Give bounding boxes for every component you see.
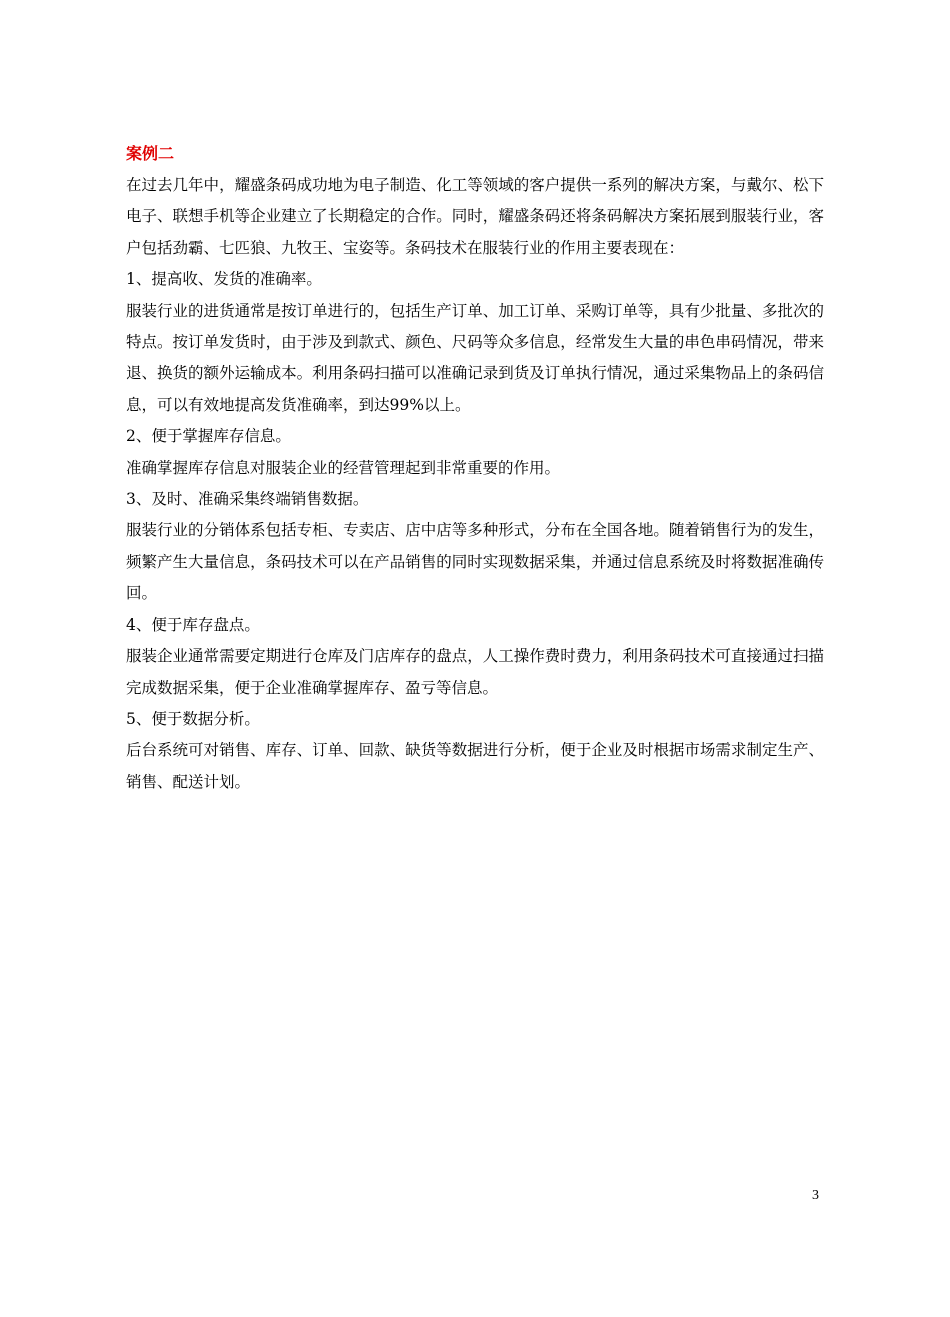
section-heading: 案例二 xyxy=(126,144,175,163)
intro-paragraph: 在过去几年中，耀盛条码成功地为电子制造、化工等领域的客户提供一系列的解决方案，与戴尔、松下电子、联想手机等企业建立了长期稳定的合作。同时，耀盛条码还将条码解决方案拓展到服装行业，客户包括劲霸、七匹狼、九牧王、宝姿等。条码技术在服装行业的作用主要表现在： xyxy=(126,176,824,257)
point-1-title: 1、提高收、发货的准确率。 xyxy=(126,270,322,289)
point-4-title: 4、便于库存盘点。 xyxy=(126,615,260,634)
point-4-body: 服装企业通常需要定期进行仓库及门店库存的盘点，人工操作费时费力，利用条码技术可直接通过扫描完成数据采集，便于企业准确掌握库存、盈亏等信息。 xyxy=(126,647,824,697)
point-5-title: 5、便于数据分析。 xyxy=(126,709,260,728)
point-3-body: 服装行业的分销体系包括专柜、专卖店、店中店等多种形式，分布在全国各地。随着销售行为的发生，频繁产生大量信息，条码技术可以在产品销售的同时实现数据采集，并通过信息系统及时将数据准确传回。 xyxy=(126,521,824,603)
point-1-body: 服装行业的进货通常是按订单进行的，包括生产订单、加工订单、采购订单等，具有少批量、多批次的特点。按订单发货时，由于涉及到款式、颜色、尺码等众多信息，经常发生大量的串色串码情况，带来退、换货的额外运输成本。利用条码扫描可以准确记录到货及订单执行情况，通过采集物品上的条码信息，可以有效地提高发货准确率，到达99%以上。 xyxy=(126,301,824,414)
document-body xyxy=(126,138,824,798)
page-number: 3 xyxy=(812,1188,819,1203)
point-2-title: 2、便于掌握库存信息。 xyxy=(126,427,291,446)
point-5-body: 后台系统可对销售、库存、订单、回款、缺货等数据进行分析，便于企业及时根据市场需求制定生产、销售、配送计划。 xyxy=(126,741,824,791)
point-3-title: 3、及时、准确采集终端销售数据。 xyxy=(126,490,369,509)
point-2-body: 准确掌握库存信息对服装企业的经营管理起到非常重要的作用。 xyxy=(126,458,561,477)
